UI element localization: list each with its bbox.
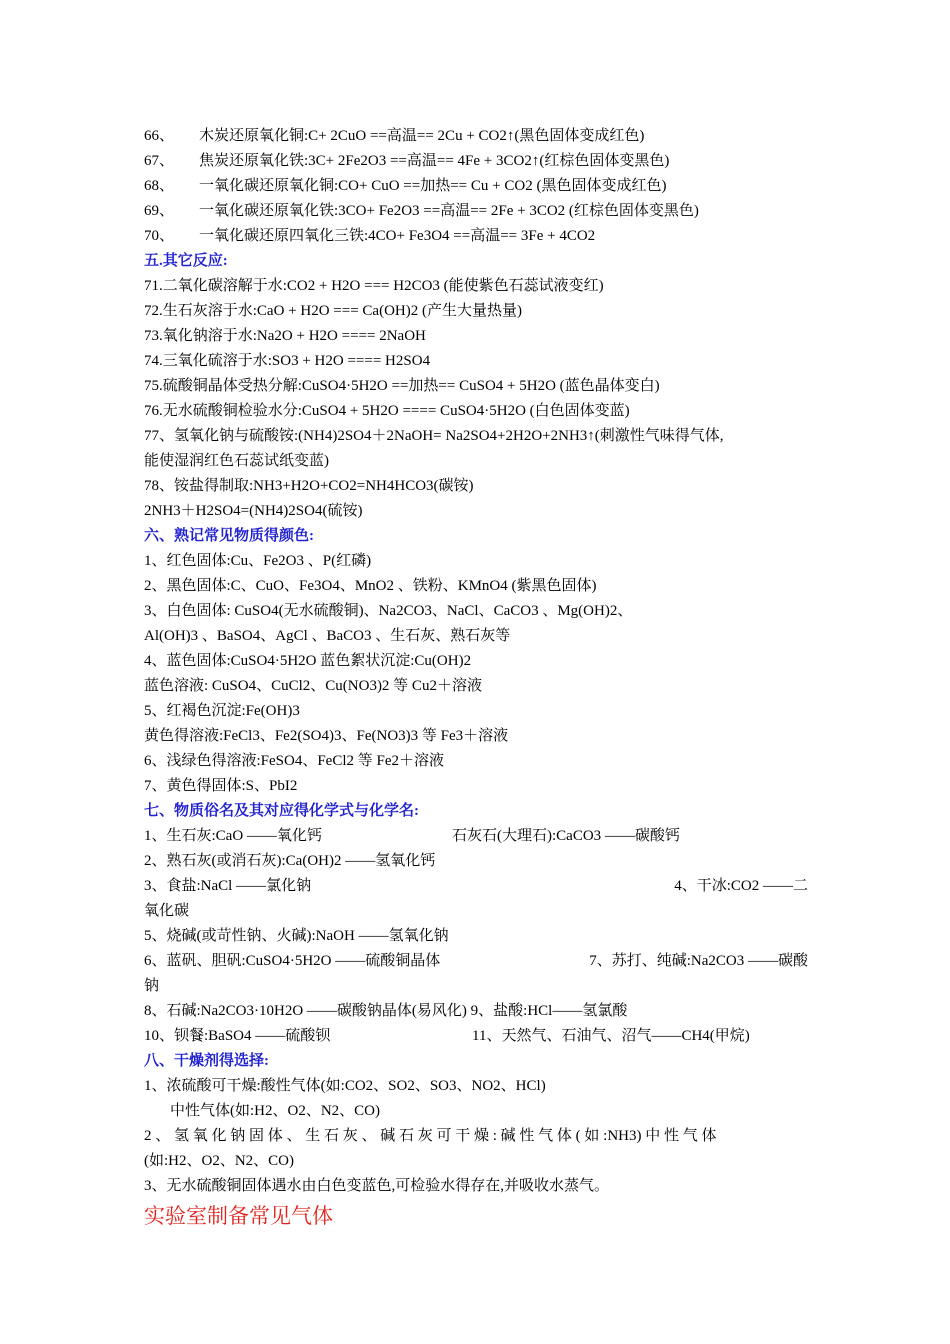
desiccant-line: 1、浓硫酸可干燥:酸性气体(如:CO2、SO2、SO3、NO2、HCl) bbox=[144, 1078, 546, 1094]
color-line: 黄色得溶液:FeCl3、Fe2(SO4)3、Fe(NO3)3 等 Fe3＋溶液 bbox=[144, 728, 509, 744]
color-line: 3、白色固体: CuSO4(无水硫酸铜)、Na2CO3、NaCl、CaCO3 、Mg(OH)2、 bbox=[144, 603, 633, 619]
reaction-line-67 bbox=[144, 149, 808, 174]
reaction-line-75: 75.硫酸铜晶体受热分解:CuSO4·5H2O ==加热== CuSO4 + 5H2O (蓝色晶体变白) bbox=[144, 378, 660, 394]
item-number: 70、 bbox=[144, 228, 175, 244]
reaction-line-68 bbox=[144, 174, 808, 199]
section-heading-other-reactions: 五.其它反应: bbox=[144, 253, 228, 269]
item-text: 一氧化碳还原氧化铁:3CO+ Fe2O3 ==高温== 2Fe + 3CO2 (红棕色固体变黑色) bbox=[199, 203, 699, 219]
section-heading-colors: 六、熟记常见物质得颜色: bbox=[144, 528, 314, 544]
color-line: 5、红褐色沉淀:Fe(OH)3 bbox=[144, 703, 300, 719]
desiccant-line: (如:H2、O2、N2、CO) bbox=[144, 1153, 294, 1169]
item-number: 69、 bbox=[144, 203, 175, 219]
reaction-line-74: 74.三氧化硫溶于水:SO3 + H2O ==== H2SO4 bbox=[144, 353, 431, 369]
document-page bbox=[144, 124, 808, 1231]
name-entry: 1、生石灰:CaO ——氧化钙 bbox=[144, 828, 322, 844]
reaction-line-78-cont: 2NH3＋H2SO4=(NH4)2SO4(硫铵) bbox=[144, 503, 363, 519]
reaction-line-72: 72.生石灰溶于水:CaO + H2O === Ca(OH)2 (产生大量热量) bbox=[144, 303, 522, 319]
item-text: 一氧化碳还原四氧化三铁:4CO+ Fe3O4 ==高温== 3Fe + 4CO2 bbox=[199, 228, 596, 244]
desiccant-line: 3、无水硫酸铜固体遇水由白色变蓝色,可检验水得存在,并吸收水蒸气。 bbox=[144, 1178, 610, 1194]
item-number: 68、 bbox=[144, 178, 175, 194]
item-text: 焦炭还原氧化铁:3C+ 2Fe2O3 ==高温== 4Fe + 3CO2↑(红棕色固体变黑色) bbox=[199, 153, 670, 169]
reaction-line-71: 71.二氧化碳溶解于水:CO2 + H2O === H2CO3 (能使紫色石蕊试液变红) bbox=[144, 278, 604, 294]
color-line: 7、黄色得固体:S、PbI2 bbox=[144, 778, 298, 794]
name-entry: 11、天然气、石油气、沼气——CH4(甲烷) bbox=[472, 1028, 750, 1044]
reaction-line-77: 77、氢氧化钠与硫酸铵:(NH4)2SO4＋2NaOH= Na2SO4+2H2O+2NH3↑(刺激性气味得气体, bbox=[144, 428, 724, 444]
name-row-1 bbox=[144, 824, 808, 849]
item-text: 一氧化碳还原氧化铜:CO+ CuO ==加热== Cu + CO2 (黑色固体变成红色) bbox=[199, 178, 667, 194]
reaction-line-73: 73.氧化钠溶于水:Na2O + H2O ==== 2NaOH bbox=[144, 328, 426, 344]
name-entry: 石灰石(大理石):CaCO3 ——碳酸钙 bbox=[452, 828, 680, 844]
reaction-line-66 bbox=[144, 124, 808, 149]
item-number: 67、 bbox=[144, 153, 175, 169]
name-row-5: 5、烧碱(或苛性钠、火碱):NaOH ——氢氧化钠 bbox=[144, 928, 449, 944]
reaction-line-69 bbox=[144, 199, 808, 224]
color-line: 2、黑色固体:C、CuO、Fe3O4、MnO2 、铁粉、KMnO4 (紫黑色固体) bbox=[144, 578, 597, 594]
name-row-3 bbox=[144, 874, 808, 899]
lab-gas-preparation-title: 实验室制备常见气体 bbox=[144, 1204, 333, 1228]
reaction-line-77-cont: 能使湿润红色石蕊试纸变蓝) bbox=[144, 453, 329, 469]
color-line: Al(OH)3 、BaSO4、AgCl 、BaCO3 、生石灰、熟石灰等 bbox=[144, 628, 511, 644]
name-entry: 3、食盐:NaCl ——氯化钠 bbox=[144, 878, 312, 894]
color-line: 4、蓝色固体:CuSO4·5H2O 蓝色絮状沉淀:Cu(OH)2 bbox=[144, 653, 472, 669]
reaction-line-78: 78、铵盐得制取:NH3+H2O+CO2=NH4HCO3(碳铵) bbox=[144, 478, 474, 494]
color-line: 蓝色溶液: CuSO4、CuCl2、Cu(NO3)2 等 Cu2＋溶液 bbox=[144, 678, 482, 694]
name-entry: 4、干冰:CO2 ——二 bbox=[674, 878, 808, 894]
name-entry: 6、蓝矾、胆矾:CuSO4·5H2O ——硫酸铜晶体 bbox=[144, 953, 441, 969]
name-row-2: 2、熟石灰(或消石灰):Ca(OH)2 ——氢氧化钙 bbox=[144, 853, 436, 869]
reaction-line-76: 76.无水硫酸铜检验水分:CuSO4 + 5H2O ==== CuSO4·5H2O (白色固体变蓝) bbox=[144, 403, 630, 419]
reaction-line-70 bbox=[144, 224, 808, 249]
color-line: 6、浅绿色得溶液:FeSO4、FeCl2 等 Fe2＋溶液 bbox=[144, 753, 445, 769]
name-row-10 bbox=[144, 1024, 808, 1049]
section-heading-common-names: 七、物质俗名及其对应得化学式与化学名: bbox=[144, 803, 419, 819]
item-number: 66、 bbox=[144, 128, 175, 144]
name-entry: 7、苏打、纯碱:Na2CO3 ——碳酸 bbox=[589, 953, 808, 969]
item-text: 木炭还原氧化铜:C+ 2CuO ==高温== 2Cu + CO2↑(黑色固体变成红色) bbox=[199, 128, 645, 144]
name-row-3-cont: 氧化碳 bbox=[144, 903, 190, 919]
name-row-6 bbox=[144, 949, 808, 974]
desiccant-line: 2 、 氢 氧 化 钠 固 体 、 生 石 灰 、 碱 石 灰 可 干 燥 : 碱 性 气 体 ( 如 :NH3) 中 性 气 体 bbox=[144, 1128, 717, 1144]
desiccant-line: 中性气体(如:H2、O2、N2、CO) bbox=[170, 1103, 380, 1119]
color-line: 1、红色固体:Cu、Fe2O3 、P(红磷) bbox=[144, 553, 372, 569]
section-heading-desiccants: 八、干燥剂得选择: bbox=[144, 1053, 269, 1069]
name-row-6-cont: 钠 bbox=[144, 978, 160, 994]
name-row-8: 8、石碱:Na2CO3·10H2O ——碳酸钠晶体(易风化) 9、盐酸:HCl——氢氯酸 bbox=[144, 1003, 628, 1019]
name-entry: 10、钡餐:BaSO4 ——硫酸钡 bbox=[144, 1028, 331, 1044]
